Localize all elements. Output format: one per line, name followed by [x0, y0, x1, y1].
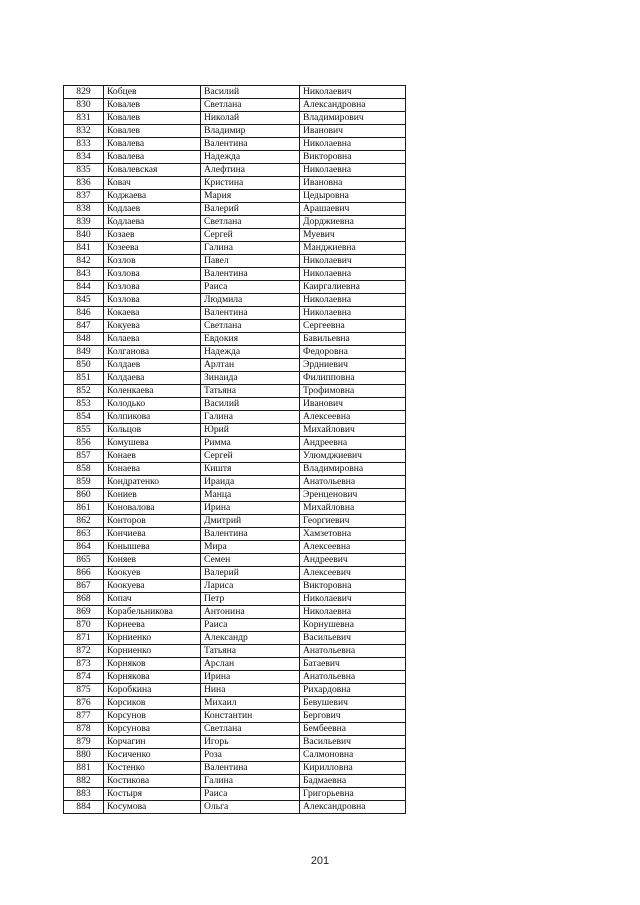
first-name-cell: Галина: [201, 411, 300, 424]
last-name-cell: Коновалова: [104, 502, 201, 515]
last-name-cell: Козлова: [104, 281, 201, 294]
patronymic-cell: Филипповна: [300, 372, 406, 385]
row-number-cell: 829: [64, 86, 104, 99]
row-number-cell: 861: [64, 502, 104, 515]
row-number-cell: 873: [64, 658, 104, 671]
row-number-cell: 841: [64, 242, 104, 255]
row-number-cell: 843: [64, 268, 104, 281]
first-name-cell: Василий: [201, 86, 300, 99]
table-row: [64, 606, 406, 619]
table-row: [64, 710, 406, 723]
row-number-cell: 848: [64, 333, 104, 346]
row-number-cell: 847: [64, 320, 104, 333]
last-name-cell: Кондратенко: [104, 476, 201, 489]
last-name-cell: Кольцов: [104, 424, 201, 437]
first-name-cell: Раиса: [201, 619, 300, 632]
last-name-cell: Колдаева: [104, 372, 201, 385]
last-name-cell: Корабельникова: [104, 606, 201, 619]
row-number-cell: 860: [64, 489, 104, 502]
table-row: [64, 593, 406, 606]
patronymic-cell: Эренценович: [300, 489, 406, 502]
row-number-cell: 857: [64, 450, 104, 463]
last-name-cell: Косиченко: [104, 749, 201, 762]
patronymic-cell: Николаевна: [300, 294, 406, 307]
patronymic-cell: Рихардовна: [300, 684, 406, 697]
row-number-cell: 863: [64, 528, 104, 541]
last-name-cell: Корсунов: [104, 710, 201, 723]
first-name-cell: Нина: [201, 684, 300, 697]
patronymic-cell: Арашаевич: [300, 203, 406, 216]
last-name-cell: Кобцев: [104, 86, 201, 99]
row-number-cell: 868: [64, 593, 104, 606]
row-number-cell: 837: [64, 190, 104, 203]
table-row: [64, 723, 406, 736]
table-row: [64, 411, 406, 424]
row-number-cell: 854: [64, 411, 104, 424]
first-name-cell: Надежда: [201, 151, 300, 164]
table-row: [64, 99, 406, 112]
patronymic-cell: Бевушевич: [300, 697, 406, 710]
patronymic-cell: Бембеевна: [300, 723, 406, 736]
table-row: [64, 346, 406, 359]
patronymic-cell: Васильевич: [300, 632, 406, 645]
table-row: [64, 424, 406, 437]
row-number-cell: 859: [64, 476, 104, 489]
patronymic-cell: Николаевич: [300, 593, 406, 606]
row-number-cell: 832: [64, 125, 104, 138]
first-name-cell: Раиса: [201, 788, 300, 801]
table-row: [64, 580, 406, 593]
first-name-cell: Валентина: [201, 528, 300, 541]
patronymic-cell: Хамзетовна: [300, 528, 406, 541]
last-name-cell: Ковалевская: [104, 164, 201, 177]
last-name-cell: Костенко: [104, 762, 201, 775]
row-number-cell: 831: [64, 112, 104, 125]
row-number-cell: 855: [64, 424, 104, 437]
first-name-cell: Павел: [201, 255, 300, 268]
last-name-cell: Коокуев: [104, 567, 201, 580]
first-name-cell: Александр: [201, 632, 300, 645]
table-row: [64, 541, 406, 554]
last-name-cell: Корниенко: [104, 645, 201, 658]
patronymic-cell: Дорджиевна: [300, 216, 406, 229]
table-row: [64, 86, 406, 99]
first-name-cell: Валерий: [201, 203, 300, 216]
last-name-cell: Козлова: [104, 268, 201, 281]
last-name-cell: Ковалева: [104, 151, 201, 164]
table-row: [64, 463, 406, 476]
last-name-cell: Колпикова: [104, 411, 201, 424]
first-name-cell: Ираида: [201, 476, 300, 489]
table-row: [64, 177, 406, 190]
last-name-cell: Козлова: [104, 294, 201, 307]
first-name-cell: Василий: [201, 398, 300, 411]
row-number-cell: 879: [64, 736, 104, 749]
patronymic-cell: Васильевич: [300, 736, 406, 749]
table-row: [64, 151, 406, 164]
last-name-cell: Ковалева: [104, 138, 201, 151]
patronymic-cell: Федоровна: [300, 346, 406, 359]
table-row: [64, 437, 406, 450]
patronymic-cell: Сергеевна: [300, 320, 406, 333]
row-number-cell: 862: [64, 515, 104, 528]
last-name-cell: Конаева: [104, 463, 201, 476]
patronymic-cell: Манджиевна: [300, 242, 406, 255]
last-name-cell: Кончиева: [104, 528, 201, 541]
patronymic-cell: Николаевна: [300, 138, 406, 151]
first-name-cell: Татьяна: [201, 385, 300, 398]
table-row: [64, 242, 406, 255]
table-row: [64, 294, 406, 307]
first-name-cell: Игорь: [201, 736, 300, 749]
last-name-cell: Корниенко: [104, 632, 201, 645]
first-name-cell: Валерий: [201, 567, 300, 580]
last-name-cell: Коокуева: [104, 580, 201, 593]
last-name-cell: Косумова: [104, 801, 201, 814]
last-name-cell: Козаев: [104, 229, 201, 242]
patronymic-cell: Александровна: [300, 99, 406, 112]
last-name-cell: Коняев: [104, 554, 201, 567]
page-number: 201: [310, 855, 330, 867]
row-number-cell: 878: [64, 723, 104, 736]
first-name-cell: Мира: [201, 541, 300, 554]
row-number-cell: 882: [64, 775, 104, 788]
last-name-cell: Конаев: [104, 450, 201, 463]
first-name-cell: Ольга: [201, 801, 300, 814]
first-name-cell: Сергей: [201, 229, 300, 242]
patronymic-cell: Владимирович: [300, 112, 406, 125]
table-row: [64, 216, 406, 229]
last-name-cell: Корчагин: [104, 736, 201, 749]
last-name-cell: Кониев: [104, 489, 201, 502]
first-name-cell: Светлана: [201, 99, 300, 112]
row-number-cell: 842: [64, 255, 104, 268]
patronymic-cell: Салмоновна: [300, 749, 406, 762]
first-name-cell: Римма: [201, 437, 300, 450]
row-number-cell: 830: [64, 99, 104, 112]
patronymic-cell: Анатольевна: [300, 645, 406, 658]
table-row: [64, 762, 406, 775]
first-name-cell: Антонина: [201, 606, 300, 619]
last-name-cell: Коджаева: [104, 190, 201, 203]
row-number-cell: 839: [64, 216, 104, 229]
patronymic-cell: Викторовна: [300, 151, 406, 164]
last-name-cell: Ковалев: [104, 125, 201, 138]
last-name-cell: Костыря: [104, 788, 201, 801]
last-name-cell: Колаева: [104, 333, 201, 346]
table-row: [64, 658, 406, 671]
last-name-cell: Ковач: [104, 177, 201, 190]
row-number-cell: 846: [64, 307, 104, 320]
patronymic-cell: Андреевна: [300, 437, 406, 450]
table-row: [64, 138, 406, 151]
table-row: [64, 684, 406, 697]
last-name-cell: Колодько: [104, 398, 201, 411]
table-row: [64, 125, 406, 138]
row-number-cell: 869: [64, 606, 104, 619]
table-row: [64, 268, 406, 281]
table-row: [64, 203, 406, 216]
row-number-cell: 838: [64, 203, 104, 216]
last-name-cell: Корняков: [104, 658, 201, 671]
row-number-cell: 856: [64, 437, 104, 450]
roster-table: [63, 85, 406, 814]
patronymic-cell: Алексеевна: [300, 541, 406, 554]
first-name-cell: Семен: [201, 554, 300, 567]
table-row: [64, 671, 406, 684]
last-name-cell: Копач: [104, 593, 201, 606]
patronymic-cell: Эрдниевич: [300, 359, 406, 372]
patronymic-cell: Цедыровна: [300, 190, 406, 203]
first-name-cell: Мария: [201, 190, 300, 203]
table-row: [64, 372, 406, 385]
patronymic-cell: Бергович: [300, 710, 406, 723]
table-row: [64, 359, 406, 372]
last-name-cell: Кокаева: [104, 307, 201, 320]
row-number-cell: 870: [64, 619, 104, 632]
row-number-cell: 883: [64, 788, 104, 801]
table-row: [64, 528, 406, 541]
last-name-cell: Кодлаева: [104, 216, 201, 229]
row-number-cell: 853: [64, 398, 104, 411]
patronymic-cell: Андреевич: [300, 554, 406, 567]
last-name-cell: Козлов: [104, 255, 201, 268]
row-number-cell: 880: [64, 749, 104, 762]
first-name-cell: Галина: [201, 775, 300, 788]
row-number-cell: 871: [64, 632, 104, 645]
first-name-cell: Светлана: [201, 216, 300, 229]
table-row: [64, 255, 406, 268]
table-row: [64, 112, 406, 125]
table-row: [64, 281, 406, 294]
row-number-cell: 852: [64, 385, 104, 398]
last-name-cell: Конышева: [104, 541, 201, 554]
table-row: [64, 320, 406, 333]
first-name-cell: Валентина: [201, 268, 300, 281]
row-number-cell: 881: [64, 762, 104, 775]
patronymic-cell: Батаевич: [300, 658, 406, 671]
patronymic-cell: Владимировна: [300, 463, 406, 476]
row-number-cell: 858: [64, 463, 104, 476]
last-name-cell: Корнеева: [104, 619, 201, 632]
first-name-cell: Юрий: [201, 424, 300, 437]
first-name-cell: Ирина: [201, 502, 300, 515]
patronymic-cell: Анатольевна: [300, 671, 406, 684]
first-name-cell: Валентина: [201, 138, 300, 151]
patronymic-cell: Корнушевна: [300, 619, 406, 632]
patronymic-cell: Григорьевна: [300, 788, 406, 801]
last-name-cell: Корнякова: [104, 671, 201, 684]
row-number-cell: 836: [64, 177, 104, 190]
patronymic-cell: Ивановна: [300, 177, 406, 190]
first-name-cell: Зинаида: [201, 372, 300, 385]
table-row: [64, 775, 406, 788]
first-name-cell: Арслан: [201, 658, 300, 671]
first-name-cell: Роза: [201, 749, 300, 762]
first-name-cell: Константин: [201, 710, 300, 723]
row-number-cell: 865: [64, 554, 104, 567]
table-row: [64, 333, 406, 346]
row-number-cell: 877: [64, 710, 104, 723]
table-row: [64, 489, 406, 502]
last-name-cell: Ковалев: [104, 99, 201, 112]
last-name-cell: Козеева: [104, 242, 201, 255]
patronymic-cell: Муевич: [300, 229, 406, 242]
patronymic-cell: Улюмджиевич: [300, 450, 406, 463]
patronymic-cell: Александровна: [300, 801, 406, 814]
patronymic-cell: Михайлович: [300, 424, 406, 437]
table-row: [64, 190, 406, 203]
row-number-cell: 834: [64, 151, 104, 164]
table-row: [64, 567, 406, 580]
first-name-cell: Арлтан: [201, 359, 300, 372]
table-row: [64, 515, 406, 528]
table-row: [64, 164, 406, 177]
row-number-cell: 867: [64, 580, 104, 593]
first-name-cell: Алефтина: [201, 164, 300, 177]
table-row: [64, 307, 406, 320]
patronymic-cell: Николаевна: [300, 268, 406, 281]
patronymic-cell: Алексеевна: [300, 411, 406, 424]
first-name-cell: Лариса: [201, 580, 300, 593]
table-row: [64, 502, 406, 515]
first-name-cell: Кристина: [201, 177, 300, 190]
row-number-cell: 874: [64, 671, 104, 684]
table-row: [64, 385, 406, 398]
last-name-cell: Колдаев: [104, 359, 201, 372]
first-name-cell: Людмила: [201, 294, 300, 307]
first-name-cell: Валентина: [201, 762, 300, 775]
table-row: [64, 697, 406, 710]
patronymic-cell: Анатольевна: [300, 476, 406, 489]
first-name-cell: Манца: [201, 489, 300, 502]
row-number-cell: 850: [64, 359, 104, 372]
table-row: [64, 554, 406, 567]
table-row: [64, 801, 406, 814]
first-name-cell: Татьяна: [201, 645, 300, 658]
patronymic-cell: Каиргалиевна: [300, 281, 406, 294]
table-row: [64, 736, 406, 749]
table-row: [64, 619, 406, 632]
patronymic-cell: Георгиевич: [300, 515, 406, 528]
table-row: [64, 450, 406, 463]
patronymic-cell: Николаевна: [300, 606, 406, 619]
first-name-cell: Надежда: [201, 346, 300, 359]
patronymic-cell: Николаевич: [300, 255, 406, 268]
first-name-cell: Сергей: [201, 450, 300, 463]
patronymic-cell: Алексеевич: [300, 567, 406, 580]
first-name-cell: Светлана: [201, 723, 300, 736]
patronymic-cell: Бадмаевна: [300, 775, 406, 788]
patronymic-cell: Иванович: [300, 398, 406, 411]
first-name-cell: Михаил: [201, 697, 300, 710]
roster-body: [64, 86, 406, 814]
patronymic-cell: Николаевич: [300, 86, 406, 99]
last-name-cell: Костикова: [104, 775, 201, 788]
table-row: [64, 476, 406, 489]
row-number-cell: 835: [64, 164, 104, 177]
row-number-cell: 875: [64, 684, 104, 697]
first-name-cell: Николай: [201, 112, 300, 125]
first-name-cell: Галина: [201, 242, 300, 255]
table-row: [64, 398, 406, 411]
first-name-cell: Валентина: [201, 307, 300, 320]
last-name-cell: Коробкина: [104, 684, 201, 697]
last-name-cell: Корсунова: [104, 723, 201, 736]
row-number-cell: 864: [64, 541, 104, 554]
row-number-cell: 840: [64, 229, 104, 242]
table-row: [64, 645, 406, 658]
patronymic-cell: Иванович: [300, 125, 406, 138]
last-name-cell: Корсиков: [104, 697, 201, 710]
row-number-cell: 851: [64, 372, 104, 385]
first-name-cell: Ирина: [201, 671, 300, 684]
row-number-cell: 833: [64, 138, 104, 151]
row-number-cell: 844: [64, 281, 104, 294]
row-number-cell: 884: [64, 801, 104, 814]
patronymic-cell: Михайловна: [300, 502, 406, 515]
first-name-cell: Светлана: [201, 320, 300, 333]
last-name-cell: Кодлаев: [104, 203, 201, 216]
last-name-cell: Ковалев: [104, 112, 201, 125]
patronymic-cell: Николаевна: [300, 164, 406, 177]
table-row: [64, 229, 406, 242]
patronymic-cell: Трофимовна: [300, 385, 406, 398]
patronymic-cell: Николаевна: [300, 307, 406, 320]
last-name-cell: Колганова: [104, 346, 201, 359]
first-name-cell: Владимир: [201, 125, 300, 138]
row-number-cell: 849: [64, 346, 104, 359]
row-number-cell: 866: [64, 567, 104, 580]
first-name-cell: Евдокия: [201, 333, 300, 346]
row-number-cell: 876: [64, 697, 104, 710]
last-name-cell: Кокуева: [104, 320, 201, 333]
first-name-cell: Петр: [201, 593, 300, 606]
row-number-cell: 845: [64, 294, 104, 307]
patronymic-cell: Кирилловна: [300, 762, 406, 775]
table-row: [64, 632, 406, 645]
row-number-cell: 872: [64, 645, 104, 658]
patronymic-cell: Бавильевна: [300, 333, 406, 346]
table-row: [64, 788, 406, 801]
last-name-cell: Конторов: [104, 515, 201, 528]
first-name-cell: Раиса: [201, 281, 300, 294]
first-name-cell: Дмитрий: [201, 515, 300, 528]
patronymic-cell: Викторовна: [300, 580, 406, 593]
table-row: [64, 749, 406, 762]
last-name-cell: Коленкаева: [104, 385, 201, 398]
first-name-cell: Киштя: [201, 463, 300, 476]
last-name-cell: Комушева: [104, 437, 201, 450]
